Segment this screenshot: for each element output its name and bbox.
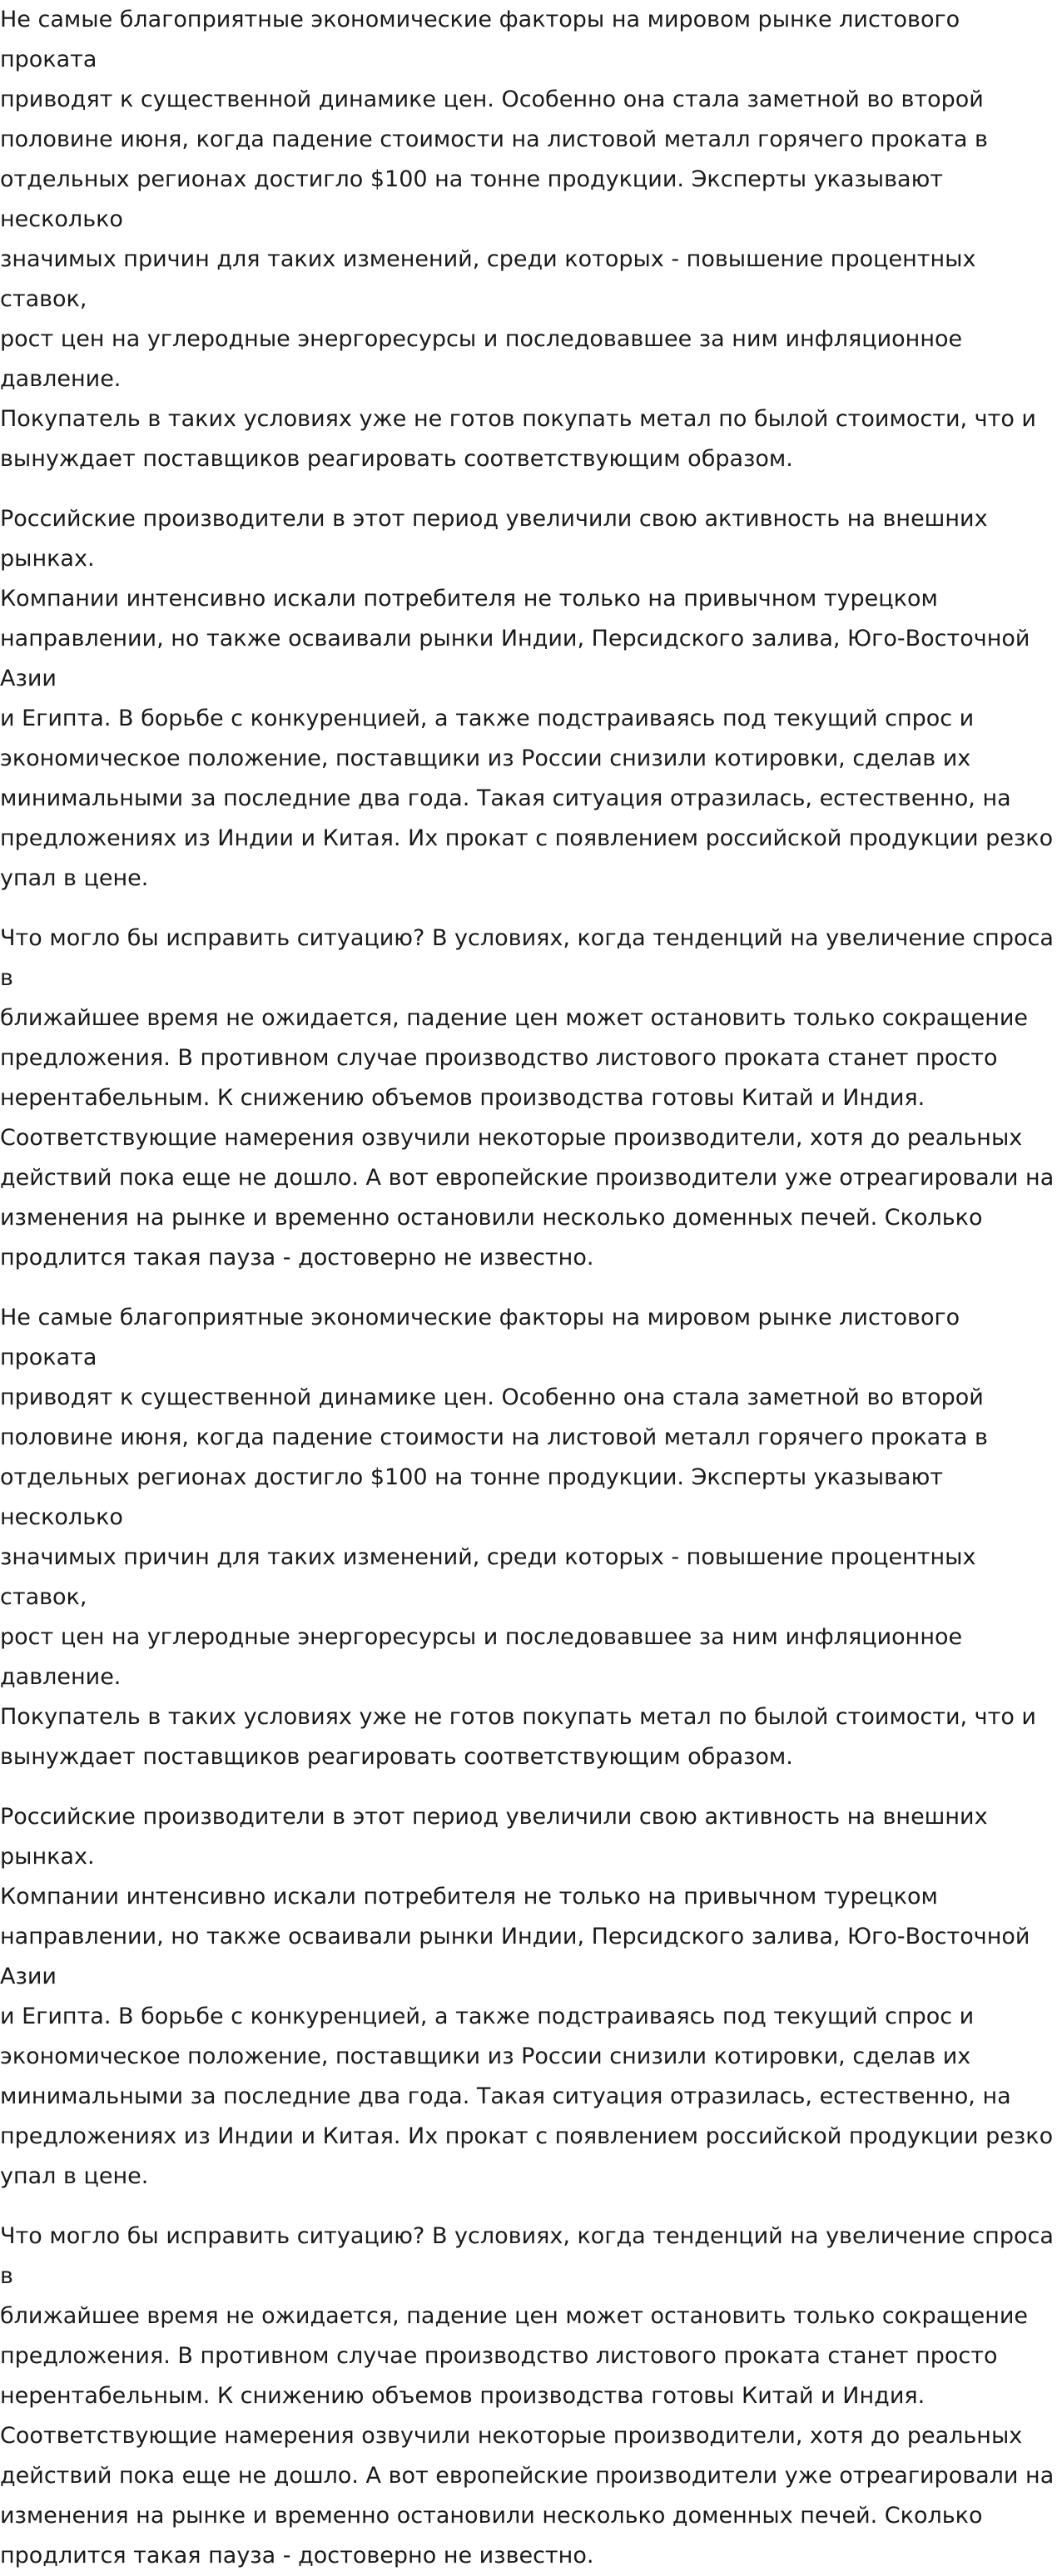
- article-paragraph: Российские производители в этот период увеличили свою активность на внешних рынках. Компании интенсивно искали потребителя не только на привычном турецком направлении, но также осваивали рынки Индии, Персидского залива, Юго-Восточной Азии и Египта. В борьбе с конкуренцией, а также подстраиваясь под текущий спрос и экономическое положение, поставщики из России снизили котировки, сделав их минимальными за последние два года. Такая ситуация отразилась, естественно, на предложениях из Индии и Китая. Их прокат с появлением российской продукции резко упал в цене.: [0, 506, 1054, 891]
- article-paragraph: Российские производители в этот период увеличили свою активность на внешних рынках. Компании интенсивно искали потребителя не только на привычном турецком направлении, но также осваивали рынки Индии, Персидского залива, Юго-Восточной Азии и Египта. В борьбе с конкуренцией, а также подстраиваясь под текущий спрос и экономическое положение, поставщики из России снизили котировки, сделав их минимальными за последние два года. Такая ситуация отразилась, естественно, на предложениях из Индии и Китая. Их прокат с появлением российской продукции резко упал в цене.: [0, 1804, 1054, 2189]
- article-paragraph: Что могло бы исправить ситуацию? В условиях, когда тенденций на увеличение спроса в ближайшее время не ожидается, падение цен может остановить только сокращение предложения. В противном случае производство листового проката станет просто нерентабельным. К снижению объемов производства готовы Китай и Индия. Соответствующие намерения озвучили некоторые производители, хотя до реальных действий пока еще не дошло. А вот европейские производители уже отреагировали на изменения на рынке и временно остановили несколько доменных печей. Сколько продлится такая пауза - достоверно не известно.: [0, 925, 1055, 1271]
- article-paragraph: Не самые благоприятные экономические факторы на мировом рынке листового проката приводят к существенной динамике цен. Особенно она стала заметной во второй половине июня, когда падение стоимости на листовой металл горячего проката в отдельных регионах достигло $100 на тонне продукции. Эксперты указывают несколько значимых причин для таких изменений, среди которых - повышение процентных ставок, рост цен на углеродные энергоресурсы и последовавшее за ним инфляционное давление. Покупатель в таких условиях уже не готов покупать метал по былой стоимости, что и вынуждает поставщиков реагировать соответствующим образом.: [0, 1305, 1036, 1770]
- article-paragraph: Не самые благоприятные экономические факторы на мировом рынке листового проката приводят к существенной динамике цен. Особенно она стала заметной во второй половине июня, когда падение стоимости на листовой металл горячего проката в отдельных регионах достигло $100 на тонне продукции. Эксперты указывают несколько значимых причин для таких изменений, среди которых - повышение процентных ставок, рост цен на углеродные энергоресурсы и последовавшее за ним инфляционное давление. Покупатель в таких условиях уже не готов покупать метал по былой стоимости, что и вынуждает поставщиков реагировать соответствующим образом.: [0, 7, 1036, 472]
- article-paragraph: Что могло бы исправить ситуацию? В условиях, когда тенденций на увеличение спроса в ближайшее время не ожидается, падение цен может остановить только сокращение предложения. В противном случае производство листового проката станет просто нерентабельным. К снижению объемов производства готовы Китай и Индия. Соответствующие намерения озвучили некоторые производители, хотя до реальных действий пока еще не дошло. А вот европейские производители уже отреагировали на изменения на рынке и временно остановили несколько доменных печей. Сколько продлится такая пауза - достоверно не известно.: [0, 2223, 1055, 2569]
